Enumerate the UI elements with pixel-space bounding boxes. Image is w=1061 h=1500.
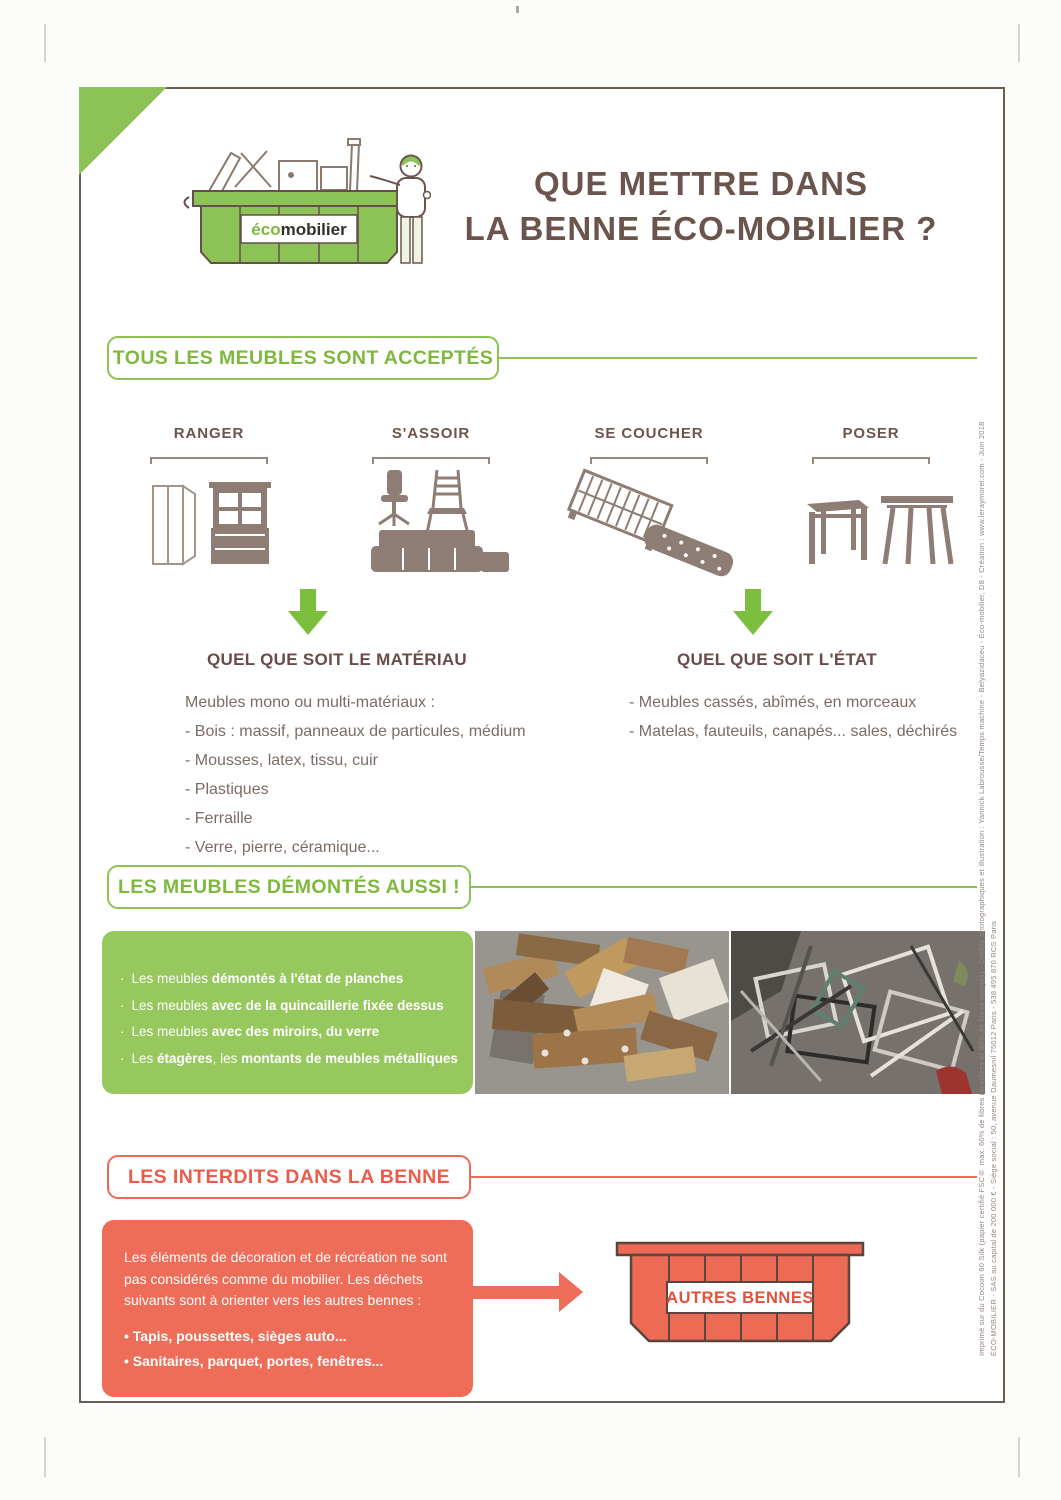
category-label: SE COUCHER — [594, 425, 704, 442]
material-item: - Bois : massif, panneaux de particules, médium — [185, 723, 526, 740]
right-arrow-icon — [473, 1286, 559, 1299]
material-item: - Mousses, latex, tissu, cuir — [185, 752, 378, 769]
photo-metal-furniture-frames — [731, 931, 985, 1094]
bullet-icon: · — [120, 971, 125, 986]
section-accepted-header: TOUS LES MEUBLES SONT ACCEPTÉS — [107, 336, 499, 380]
other-bins-illustration — [609, 1237, 871, 1359]
bullet-icon: · — [120, 1024, 125, 1039]
state-item: - Meubles cassés, abîmés, en morceaux — [629, 694, 917, 711]
category-poser — [781, 425, 961, 585]
category-secoucher — [559, 425, 739, 585]
legal-credits — [977, 381, 998, 1356]
crop-mark — [516, 6, 519, 13]
state-item: - Matelas, fauteuils, canapés... sales, déchirés — [629, 723, 958, 740]
page-title-line2: LA BENNE ÉCO-MOBILIER ? — [464, 210, 938, 247]
down-arrow-icon — [288, 589, 328, 635]
storage-furniture-icon — [119, 468, 299, 585]
dismantled-item: · Les étagères, les montants de meubles métalliques — [120, 1050, 458, 1066]
bullet-icon: · — [120, 997, 125, 1013]
ecomobilier-bin-illustration — [179, 135, 431, 279]
other-bins-label: AUTRES BENNES — [666, 1289, 814, 1307]
forbidden-intro: Les éléments de décoration et de récréation ne sont pas considérés comme du mobilier. Les déchets suivants sont à orienter vers les autres bennes : — [124, 1249, 447, 1308]
section-forbidden-rule — [471, 1176, 977, 1178]
material-intro: Meubles mono ou multi-matériaux : — [185, 694, 435, 711]
material-item: - Verre, pierre, céramique... — [185, 839, 380, 856]
seating-furniture-icon — [341, 468, 521, 585]
bracket — [150, 457, 268, 464]
corner-triangle — [79, 87, 167, 175]
forbidden-item: • Tapis, poussettes, sièges auto... — [124, 1327, 347, 1344]
material-item: - Ferraille — [185, 810, 253, 827]
category-sassoir — [341, 425, 521, 585]
material-column — [185, 645, 605, 862]
bracket — [590, 457, 708, 464]
bullet-icon: · — [120, 1050, 125, 1066]
page-title — [411, 161, 991, 251]
forbidden-item: • Sanitaires, parquet, portes, fenêtres... — [124, 1352, 384, 1369]
category-label: S'ASSOIR — [391, 425, 471, 442]
down-arrow-icon — [733, 589, 773, 635]
section-dismantled-rule — [471, 886, 977, 888]
section-accepted-rule — [499, 357, 977, 359]
category-label: RANGER — [173, 425, 245, 442]
crop-mark — [1018, 1437, 1020, 1477]
credits-line-company: ÉCO-MOBILIER - SAS au capital de 200 000 € - Siège social : 50, avenue Daumesnil 75012 Paris - 538 495 870 RCS Paris — [989, 920, 998, 1356]
right-arrow-head-icon — [559, 1272, 583, 1312]
dismantled-item: · Les meubles avec de la quincaillerie fixée dessus — [120, 997, 444, 1013]
furniture-clutter-icon — [209, 139, 360, 193]
ecomobilier-logo-text: écomobilier — [251, 220, 347, 239]
credits-line-print: Imprimé sur du Cocoon 60 Silk (papier certifié FSC® max. 60% de fibres recyclées et 40% de fibres vierges) - Crédits photographiques et illustration : Yannick Labrousse/Temps machine - Belyazidaceu - Éco-mobilier, D8 - Création : www.leraymorel.com - Juin 2018 — [977, 421, 986, 1356]
dismantled-item: · Les meubles démontés à l'état de planches — [120, 971, 404, 986]
crop-mark — [1018, 24, 1020, 62]
page-title-line1: QUE METTRE DANS — [533, 165, 868, 202]
green-dumpster-icon — [185, 191, 406, 263]
bracket — [812, 457, 930, 464]
bedding-furniture-icon — [559, 468, 739, 585]
crop-mark — [44, 24, 46, 62]
section-forbidden-header: LES INTERDITS DANS LA BENNE — [107, 1155, 471, 1199]
crop-mark — [44, 1437, 46, 1477]
dismantled-info-box — [102, 931, 473, 1094]
forbidden-info-box — [102, 1220, 473, 1397]
photo-dismantled-wood-planks — [475, 931, 729, 1094]
poster-sheet — [79, 87, 1005, 1403]
material-heading: QUEL QUE SOIT LE MATÉRIAU — [207, 650, 467, 669]
table-furniture-icon — [781, 468, 961, 585]
dismantled-item: · Les meubles avec des miroirs, du verre — [120, 1024, 380, 1039]
category-ranger — [119, 425, 299, 585]
category-label: POSER — [842, 425, 900, 442]
material-item: - Plastiques — [185, 781, 269, 798]
section-dismantled-header: LES MEUBLES DÉMONTÉS AUSSI ! — [107, 865, 471, 909]
state-heading: QUEL QUE SOIT L'ÉTAT — [677, 650, 877, 669]
bracket — [372, 457, 490, 464]
